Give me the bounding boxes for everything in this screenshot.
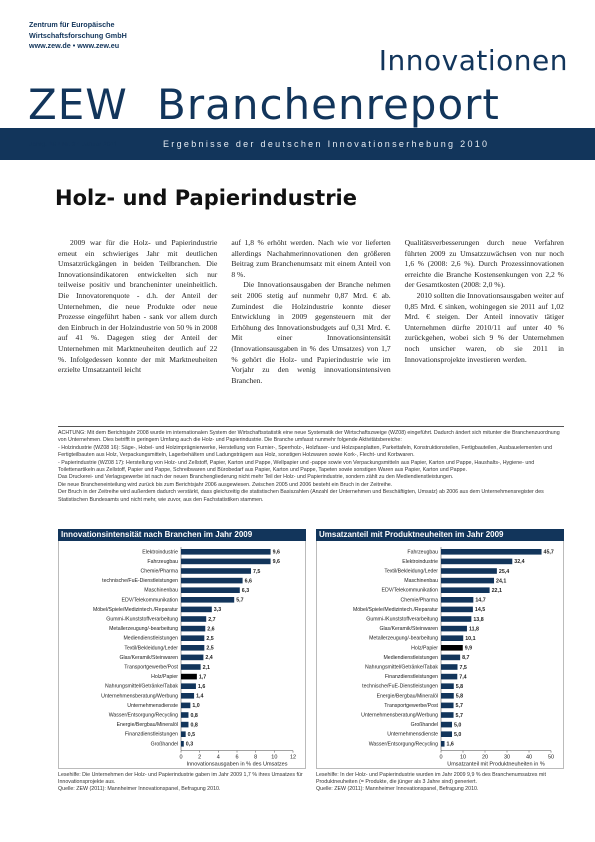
methodology-note (58, 426, 564, 504)
bar-value-label: 6,6 (244, 578, 252, 585)
category-label: Unternehmensberatung/Werbung (361, 712, 438, 719)
bar (441, 587, 490, 593)
report-header (0, 0, 595, 160)
category-label: Finanzdienstleistungen (124, 731, 178, 738)
bar (181, 607, 212, 613)
category-label: Finanzdienstleistungen (384, 674, 438, 681)
bar-highlight (181, 674, 197, 680)
category-label: Nahrungsmittel/Getränke/Tabak (105, 683, 178, 690)
note-line: Der Bruch in der Zeitreihe wird außerdem dadurch verstärkt, dass gleichzeitig die statistischen Basiszahlen (Anzahl der Unternehmen und Beschäftigten, Umsatz) ab 2006 aus dem Unternehmensregister des Statistischen Bundesamts und nicht mehr, wie zuvor, aus den Fachstatistiken stammen. (58, 489, 544, 503)
bar (181, 645, 204, 651)
bar-value-label: 7,4 (459, 674, 467, 681)
bar-value-label: 25,4 (498, 568, 510, 575)
bar-value-label: 9,9 (464, 645, 473, 652)
bar-value-label: 5,0 (454, 722, 462, 729)
organization-info (29, 20, 127, 52)
bar-value-label: 5,7 (455, 712, 463, 719)
caption-source: Quelle: ZEW (2011): Mannheimer Innovationspanel, Befragung 2010. (58, 786, 221, 792)
bar-value-label: 14,5 (474, 607, 486, 614)
bar-value-label: 1,6 (197, 684, 206, 690)
chart-title: Innovationsintensität nach Branchen im Jahr 2009 (58, 529, 306, 541)
paragraph: Qualitätsverbesserungen durch neue Verfahren führten 2009 zu Umsatzzuwächsen von nur noch 1,6 % (2008: 2,6 %). Durch Prozessinnovationen erreichte die Branche Kostensenkungen von 2,2 % der Gesamtkosten (2008: 2,0 %). (404, 238, 564, 290)
bar-value-label: 5,7 (455, 703, 463, 710)
bar (441, 722, 452, 728)
text-column-1 (58, 238, 217, 386)
bar (181, 635, 204, 641)
category-label: Holz/Papier (411, 645, 438, 652)
bar-value-label: 1,4 (196, 693, 204, 700)
category-label: EDV/Telekommunikation (121, 597, 178, 604)
bar (441, 607, 473, 613)
bar-value-label: 2,5 (206, 645, 214, 652)
x-tick-label: 8 (254, 754, 258, 761)
bar-value-label: 3,3 (213, 607, 222, 614)
bar-value-label: 2,6 (207, 626, 215, 633)
bar-value-label: 11,8 (468, 626, 479, 633)
x-axis-label: Umsatzanteil mit Produktneuheiten in % (447, 761, 545, 768)
category-label: Maschinenbau (404, 578, 438, 585)
bar-value-label: 14,7 (475, 597, 486, 604)
category-label: Textil/Bekleidung/Leder (384, 568, 438, 575)
x-tick-label: 0 (439, 754, 443, 761)
bar (441, 664, 458, 670)
category-label: Elektroindustrie (142, 549, 178, 556)
bar (181, 722, 188, 728)
x-tick-label: 2 (198, 754, 202, 761)
category-label: Chemie/Pharma (400, 597, 438, 604)
chart-product-novelty-share (316, 529, 564, 769)
bar (441, 693, 454, 699)
bar-value-label: 32,4 (514, 559, 525, 566)
chart-caption-right (316, 772, 564, 793)
bar-value-label: 5,8 (455, 693, 464, 700)
bar (181, 626, 205, 632)
bar (441, 712, 454, 718)
category-label: Transportgewerbe/Post (384, 702, 438, 709)
category-label: Maschinenbau (144, 587, 178, 594)
note-line: Die neue Brancheneinteilung wird zurück bis zum Berichtsjahr 2006 ausgewiesen. Zwischen 2005 und 2006 besteht ein Bruch in der Zeitreihe. (58, 481, 393, 488)
category-label: Glas/Keramik/Steinwaren (119, 654, 178, 661)
report-title-main: Branchenreport (157, 80, 500, 129)
bar (441, 549, 542, 555)
category-label: Unternehmensdienste (127, 702, 178, 709)
caption-reading-aid: Lesehilfe: Die Unternehmen der Holz- und Papierindustrie gaben im Jahr 2009 1,7 % ihres Umsatzes für Innovationsprojekte aus. (58, 772, 303, 785)
bar (181, 568, 251, 574)
bar (181, 741, 184, 747)
bar-value-label: 0,3 (185, 741, 194, 748)
category-label: Gummi-/Kunststoffverarbeitung (366, 616, 438, 623)
note-line: - Holzindustrie (WZ08 16): Säge-, Hobel- und Holzimprägnierwerke, Herstellung von Furnier-, Sperrholz-, Holzfaser- und Holzspanplatten, Parkettafeln, Konstruktionsteilen, Fertigbauteilen, Ausbauelementen und Fertigteilbauten aus Holz, Verpackungsmitteln, Lagerbehältern und Ladungsträgern aus Holz, sonstigen Holzwaren sowie Kork-, Flecht- und Korbwaren. (58, 444, 553, 459)
chart-svg (59, 541, 307, 769)
x-tick-label: 4 (216, 754, 220, 761)
category-label: Großhandel (150, 741, 178, 748)
bar-value-label: 13,8 (473, 616, 484, 623)
category-label: Fahrzeugbau (147, 558, 178, 565)
bar (181, 559, 271, 565)
category-label: Textil/Bekleidung/Leder (124, 645, 178, 652)
bar-value-label: 7,5 (459, 664, 467, 671)
bar (181, 683, 196, 689)
x-tick-label: 6 (235, 754, 239, 761)
text-column-3 (405, 238, 564, 386)
category-label: Elektroindustrie (402, 558, 438, 565)
paragraph: 2009 war für die Holz- und Papierindustrie erneut ein schwieriges Jahr mit deutlichen Umsatzrückgängen in beiden Teilbranchen. Die Innovationsindikatoren entwickelten sich nur teilweise positiv und brancheninter uneinheitlich. Die Innovatorenquote - d.h. der Anteil der Unternehmen, die neue Produkte oder neue Prozesse eingeführt haben - sank vor allem durch den Einbruch in der Holzindustrie von 50 % in 2008 auf 41 %. Dagegen stieg der Anteil der Unternehmen mit Marktneuheiten deutlich auf 22 %. Infolgedessen konnte der mit Marktneuheiten erzielte Umsatzanteil leicht (58, 238, 218, 375)
bar (441, 597, 473, 603)
bar-value-label: 9,6 (272, 549, 280, 556)
chart-caption-left (58, 772, 306, 793)
text-column-2 (231, 238, 390, 386)
category-label: Holz/Papier (151, 674, 178, 681)
bar-value-label: 1,0 (192, 703, 200, 710)
note-line: ACHTUNG: Mit dem Berichtsjahr 2008 wurde im internationalen System der Wirtschaftsstatistik eine neue Systematik der Wirtschaftszweige (WZ08) eingeführt. Dadurch ändert sich mitunter die Branchenzuordnung von Unternehmen. Dies betrifft in geringem Umfang auch die Holz- und Papierindustrie. Die Branche umfasst nunmehr folgende Aktivitätsbereiche: (58, 430, 560, 444)
chart-innovation-intensity (58, 529, 306, 769)
bar-highlight (441, 645, 463, 651)
category-label: Gummi-/Kunststoffverarbeitung (106, 616, 178, 623)
chart-svg (317, 541, 565, 769)
category-label: Unternehmensdienste (387, 731, 438, 738)
chart-body (316, 541, 564, 769)
category-label: Großhandel (410, 722, 438, 729)
bar (441, 616, 471, 622)
x-tick-label: 40 (525, 754, 533, 761)
bar (441, 674, 457, 680)
bar-value-label: 45,7 (543, 549, 554, 556)
note-line: - Papierindustrie (WZ08 17): Herstellung von Holz- und Zellstoff, Papier, Karton und Pappe, Wellpapier und -pappe sowie von Verpackungsmitteln aus Papier, Karton und Pappe, Haushalts-, Hygiene- und Toilettenartikeln aus Zellstoff, Papier und Pappe, Schreibwaren und Bürobedarf aus Papier, Karton und Pappe, Tapeten sowie sonstigen Waren aus Papier, Karton und Pappe. (58, 459, 535, 474)
zew-logo: ZEW (28, 80, 128, 129)
category-label: Möbel/Spiele/Medizintech./Reparatur (352, 606, 438, 613)
paragraph: Die Innovationsausgaben der Branche nehmen seit 2006 stetig auf nunmehr 0,87 Mrd. € ab. Zumindest die Holzindustrie konnte dieser Entwicklung in 2009 gegensteuern mit der Erhöhung des Innovationsbudgets auf 0,31 Mrd. €. Mit einer Innovationsintensität (Innovationsausgaben in % des Umsatzes) von 1,7 % gehört die Holz- und Papierindustrie wie im Vorjahr zu den wenig innovationsintensiven Branchen. (231, 280, 391, 385)
bar-value-label: 9,6 (272, 559, 280, 566)
bar (441, 683, 454, 689)
bar-value-label: 2,1 (202, 664, 210, 671)
page-title: Holz- und Papierindustrie (55, 186, 357, 210)
caption-reading-aid: Lesehilfe: In der Holz- und Papierindustrie wurden im Jahr 2009 9,9 % des Branchenumsatzes mit Produktneuheiten (= Produkte, die jünger als 3 Jahre sind) generiert. (316, 772, 546, 785)
x-axis-label: Innovationsausgaben in % des Umsatzes (186, 761, 288, 768)
bar (441, 578, 494, 584)
category-label: Transportgewerbe/Post (124, 664, 178, 671)
x-tick-label: 30 (503, 754, 511, 761)
bar-value-label: 8,7 (462, 655, 470, 662)
bar (441, 655, 460, 661)
org-name-line2: Wirtschaftsforschung GmbH (29, 30, 127, 40)
bar-value-label: 7,5 (253, 568, 261, 575)
bar-value-label: 24,1 (496, 578, 507, 585)
bar (441, 626, 467, 632)
bar (441, 568, 497, 574)
category-label: Fahrzeugbau (407, 549, 438, 556)
chart-title: Umsatzanteil mit Produktneuheiten im Jahr 2009 (316, 529, 564, 541)
category-label: technische/FuE-Dienstleistungen (362, 683, 438, 690)
x-tick-label: 10 (459, 754, 467, 761)
bar (181, 703, 190, 709)
report-subtitle: Ergebnisse der deutschen Innovationserhebung 2010 (163, 139, 490, 149)
category-label: Energie/Bergbau/Mineralöl (376, 693, 438, 700)
bar-value-label: 2,7 (208, 616, 216, 623)
bar-value-label: 0,8 (190, 722, 198, 729)
chart-body (58, 541, 306, 769)
caption-source: Quelle: ZEW (2011): Mannheimer Innovationspanel, Befragung 2010. (316, 786, 479, 792)
bar-value-label: 2,4 (205, 655, 213, 662)
category-label: Wasser/Entsorgung/Recycling (108, 712, 178, 719)
org-website[interactable]: www.zew.de • www.zew.eu (29, 41, 120, 50)
bar (181, 664, 201, 670)
x-tick-label: 10 (271, 754, 278, 761)
bar (181, 587, 240, 593)
bar-value-label: 22,1 (491, 588, 502, 594)
category-label: Chemie/Pharma (140, 568, 178, 575)
paragraph: auf 1,8 % erhöht werden. Nach wie vor lieferten allerdings Nachahmerinnovationen den größeren Beitrag zum Branchenumsatz mit einem Anteil von 8 %. (231, 238, 391, 279)
bar (441, 635, 463, 641)
category-label: Glas/Keramik/Steinwaren (379, 626, 438, 633)
bar (441, 703, 454, 709)
bar (441, 741, 445, 747)
category-label: Nahrungsmittel/Getränke/Tabak (365, 664, 438, 671)
bar (181, 549, 271, 555)
bar (181, 578, 243, 584)
bar (441, 731, 452, 737)
bar-value-label: 2,5 (206, 636, 214, 642)
category-label: Metallerzeugung/-bearbeitung (109, 626, 178, 633)
category-label: Möbel/Spiele/Medizintech./Reparatur (92, 606, 178, 613)
category-label: Energie/Bergbau/Mineralöl (116, 722, 178, 729)
bar (181, 597, 234, 603)
bar-value-label: 5,7 (236, 597, 244, 604)
category-label: Unternehmensberatung/Werbung (101, 693, 178, 700)
bar (181, 712, 188, 718)
org-name-line1: Zentrum für Europäische (29, 20, 115, 29)
x-tick-label: 50 (547, 754, 555, 761)
x-tick-label: 12 (289, 754, 297, 761)
bar (181, 616, 206, 622)
bar-value-label: 1,6 (446, 741, 454, 748)
note-line: Das Druckerei- und Verlagsgewerbe ist nach der neuen Branchengliederung nicht mehr Teil der Holz- und Papierindustrie, sondern zählt zu den Mediendienstleistungen. (58, 474, 454, 481)
category-label: technische/FuE-Dienstleistungen (102, 578, 178, 585)
bar (181, 731, 186, 737)
bar-value-label: 5,0 (454, 732, 462, 738)
bar-value-label: 1,7 (198, 674, 207, 681)
report-title-top: Innovationen (378, 44, 568, 77)
category-label: Mediendienstleistungen (383, 654, 438, 661)
body-text (58, 238, 564, 386)
x-tick-label: 0 (179, 754, 183, 761)
x-tick-label: 20 (481, 754, 489, 761)
category-label: Mediendienstleistungen (123, 635, 178, 642)
bar-value-label: 10,1 (465, 636, 476, 642)
bar-value-label: 0,5 (187, 732, 196, 738)
category-label: EDV/Telekommunikation (381, 587, 438, 594)
issue-info: Jahrg. 18 • Nr. 3 • Januar 2011 (29, 141, 118, 148)
category-label: Wasser/Entsorgung/Recycling (368, 741, 438, 748)
bar (441, 559, 512, 565)
bar-value-label: 6,3 (241, 588, 250, 594)
bar (181, 655, 203, 661)
category-label: Metallerzeugung/-bearbeitung (369, 635, 438, 642)
paragraph: 2010 sollten die Innovationsausgaben weiter auf 0,85 Mrd. € sinken, wohingegen sie 2011 auf 1,02 Mrd. € steigen. Der Anteil innovativ tätiger Unternehmen dürfte 2010/11 auf unter 40 % zurückgehen, wobei sich 9 % der Unternehmen noch unsicher waren, ob sie 2011 in Innovationsprojekte investieren werden. (404, 290, 564, 364)
bar-value-label: 5,8 (455, 684, 464, 690)
bar (181, 693, 194, 699)
bar-value-label: 0,8 (190, 712, 198, 719)
